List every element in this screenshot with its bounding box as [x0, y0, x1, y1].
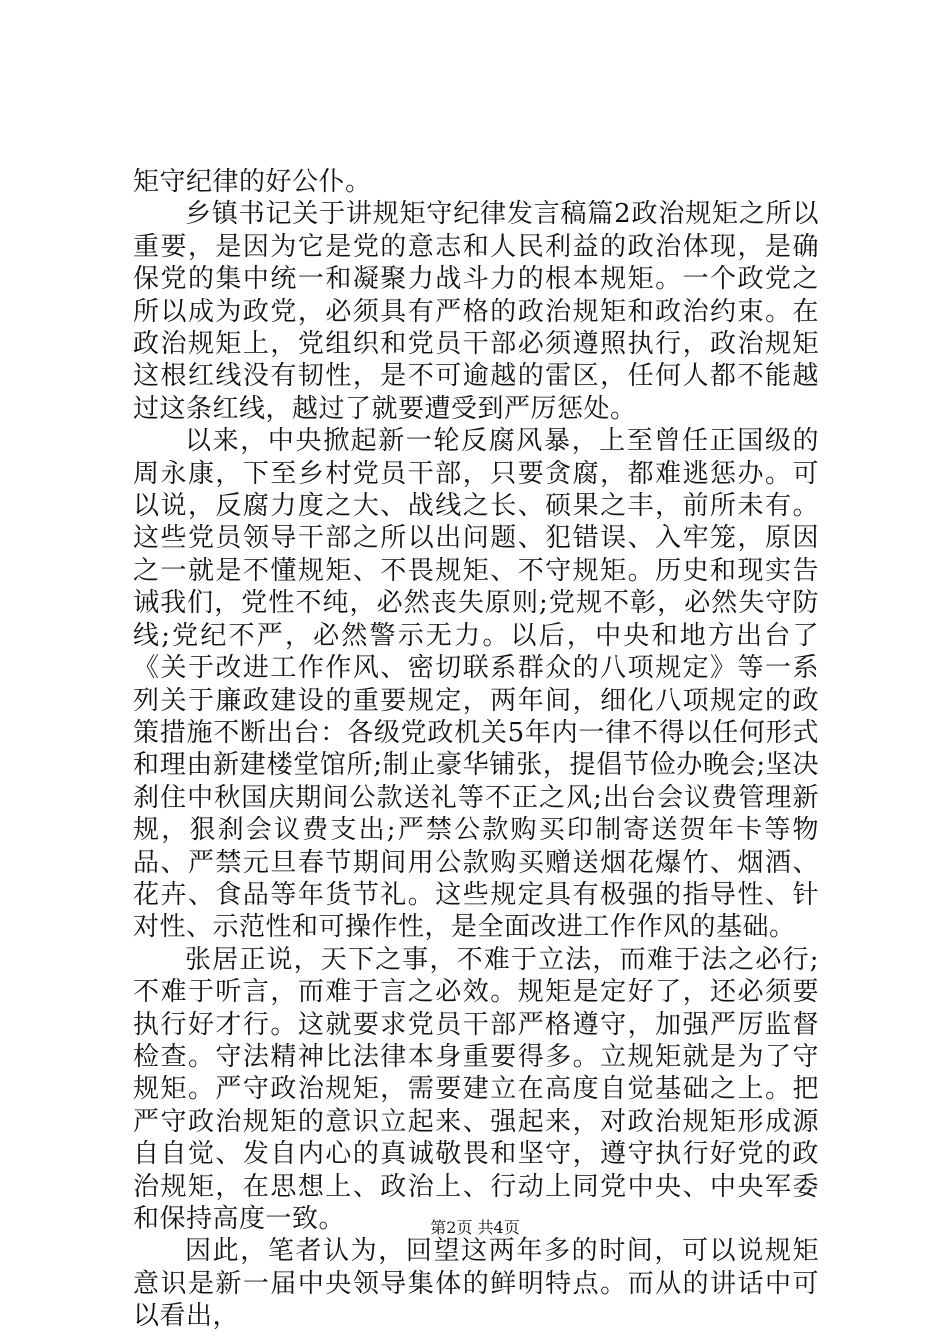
paragraph-2: 乡镇书记关于讲规矩守纪律发言稿篇2政治规矩之所以重要，是因为它是党的意志和人民利益的政治体现，是确保党的集中统一和凝聚力战斗力的根本规矩。一个政党之所以成为政党，必须具有严格的政治规矩和政治约束。在政治规矩上，党组织和党员干部必须遵照执行，政治规矩这根红线没有韧性，是不可逾越的雷区，任何人都不能越过这条红线，越过了就要遭受到严厉惩处。 — [133, 199, 819, 424]
paragraph-5: 因此，笔者认为，回望这两年多的时间，可以说规矩意识是新一届中央领导集体的鲜明特点。而从的讲话中可以看出， — [133, 1236, 819, 1332]
page-number-footer: 第2页 共4页 — [430, 1218, 520, 1237]
document-body — [133, 166, 819, 1333]
paragraph-4: 张居正说，天下之事，不难于立法，而难于法之必行;不难于听言，而难于言之必效。规矩是定好了，还必须要执行好才行。这就要求党员干部严格遵守，加强严厉监督检查。守法精神比法律本身重要得多。立规矩就是为了守规矩。严守政治规矩，需要建立在高度自觉基础之上。把严守政治规矩的意识立起来、强起来，对政治规矩形成源自自觉、发自内心的真诚敬畏和坚守，遵守执行好党的政治规矩，在思想上、政治上、行动上同党中央、中央军委和保持高度一致。 — [133, 944, 819, 1234]
paragraph-3: 以来，中央掀起新一轮反腐风暴，上至曾任正国级的周永康，下至乡村党员干部，只要贪腐，都难逃惩办。可以说，反腐力度之大、战线之长、硕果之丰，前所未有。这些党员领导干部之所以出问题、犯错误、入牢笼，原因之一就是不懂规矩、不畏规矩、不守规矩。历史和现实告诫我们，党性不纯，必然丧失原则;党规不彰，必然失守防线;党纪不严，必然警示无力。以后，中央和地方出台了《关于改进工作作风、密切联系群众的八项规定》等一系列关于廉政建设的重要规定，两年间，细化八项规定的政策措施不断出台：各级党政机关5年内一律不得以任何形式和理由新建楼堂馆所;制止豪华铺张，提倡节俭办晚会;坚决刹住中秋国庆期间公款送礼等不正之风;出台会议费管理新规，狠刹会议费支出;严禁公款购买印制寄送贺年卡等物品、严禁元旦春节期间用公款购买赠送烟花爆竹、烟酒、花卉、食品等年货节礼。这些规定具有极强的指导性、针对性、示范性和可操作性，是全面改进工作作风的基础。 — [133, 426, 819, 943]
paragraph-1: 矩守纪律的好公仆。 — [133, 167, 372, 197]
